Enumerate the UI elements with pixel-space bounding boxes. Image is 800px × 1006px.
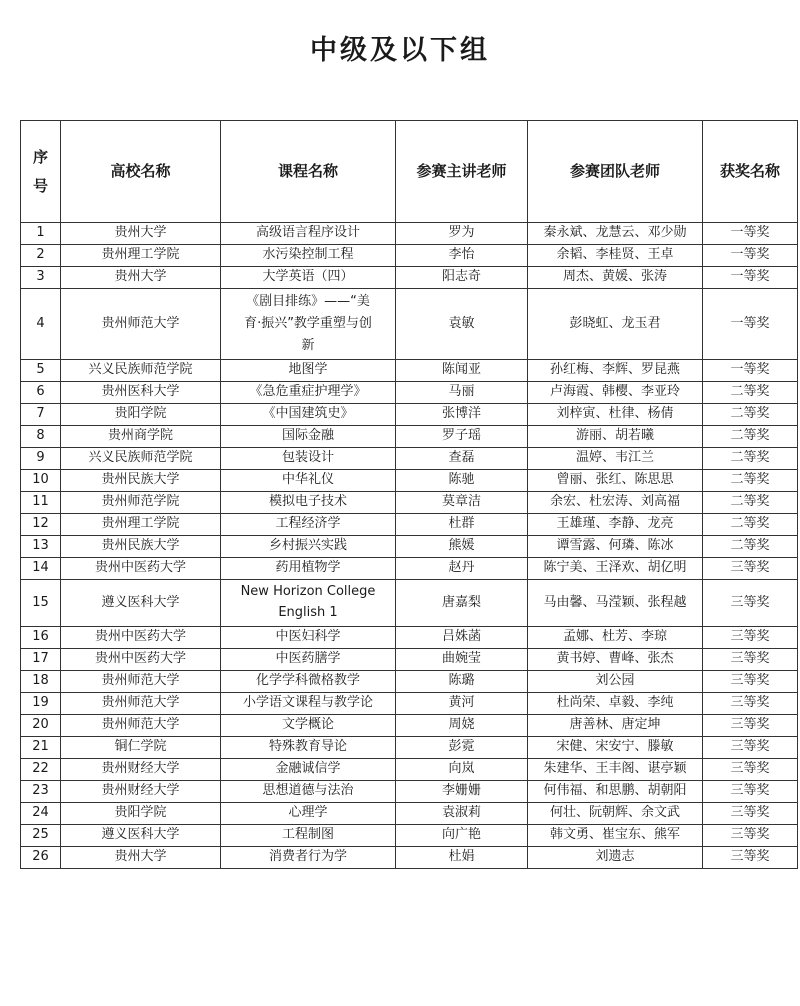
cell-lead-teacher: 陈驰 <box>396 470 528 492</box>
cell-no: 15 <box>21 580 61 627</box>
cell-no: 13 <box>21 536 61 558</box>
cell-lead-teacher: 莫章洁 <box>396 492 528 514</box>
cell-no: 12 <box>21 514 61 536</box>
cell-course: 包装设计 <box>221 448 396 470</box>
cell-lead-teacher: 李姗姗 <box>396 781 528 803</box>
table-row <box>21 781 798 803</box>
cell-team-teachers: 马由馨、马滢颖、张程越 <box>528 580 703 627</box>
cell-no: 22 <box>21 759 61 781</box>
table-row <box>21 825 798 847</box>
cell-team-teachers: 游丽、胡若曦 <box>528 426 703 448</box>
cell-no: 8 <box>21 426 61 448</box>
table-row <box>21 803 798 825</box>
cell-team-teachers: 刘梓寅、杜律、杨倩 <box>528 404 703 426</box>
cell-award: 二等奖 <box>703 404 798 426</box>
cell-school: 贵州大学 <box>61 847 221 869</box>
cell-course: 药用植物学 <box>221 558 396 580</box>
cell-team-teachers: 余韬、李桂贤、王卓 <box>528 245 703 267</box>
cell-team-teachers: 何壮、阮朝辉、余文武 <box>528 803 703 825</box>
cell-no: 3 <box>21 267 61 289</box>
course-line: 育·振兴”教学重塑与创 <box>244 315 372 331</box>
cell-no: 14 <box>21 558 61 580</box>
table-row <box>21 558 798 580</box>
table-row <box>21 627 798 649</box>
cell-lead-teacher: 张博洋 <box>396 404 528 426</box>
cell-team-teachers: 刘遗志 <box>528 847 703 869</box>
cell-lead-teacher: 吕姝菡 <box>396 627 528 649</box>
cell-school: 贵州大学 <box>61 267 221 289</box>
table-row <box>21 580 798 627</box>
course-line: 《剧目排练》——“美 <box>246 293 370 309</box>
cell-team-teachers: 韩文勇、崔宝东、熊军 <box>528 825 703 847</box>
table-row <box>21 404 798 426</box>
cell-team-teachers: 谭雪露、何璘、陈冰 <box>528 536 703 558</box>
page-title: 中级及以下组 <box>310 35 490 66</box>
cell-award: 三等奖 <box>703 671 798 693</box>
cell-lead-teacher: 向岚 <box>396 759 528 781</box>
cell-no: 20 <box>21 715 61 737</box>
cell-course: 工程制图 <box>221 825 396 847</box>
cell-award: 二等奖 <box>703 426 798 448</box>
cell-team-teachers: 周杰、黄媛、张涛 <box>528 267 703 289</box>
cell-lead-teacher: 罗为 <box>396 223 528 245</box>
cell-award: 三等奖 <box>703 759 798 781</box>
cell-team-teachers: 卢海霞、韩樱、李亚玲 <box>528 382 703 404</box>
cell-lead-teacher: 曲婉莹 <box>396 649 528 671</box>
cell-lead-teacher: 袁淑莉 <box>396 803 528 825</box>
cell-course: 地图学 <box>221 360 396 382</box>
cell-course: 特殊教育导论 <box>221 737 396 759</box>
cell-team-teachers: 陈宁美、王泽欢、胡亿明 <box>528 558 703 580</box>
cell-award: 三等奖 <box>703 627 798 649</box>
cell-school: 贵州中医药大学 <box>61 627 221 649</box>
cell-course: 国际金融 <box>221 426 396 448</box>
cell-no: 26 <box>21 847 61 869</box>
table-row <box>21 671 798 693</box>
cell-school: 贵阳学院 <box>61 404 221 426</box>
cell-award: 三等奖 <box>703 715 798 737</box>
course-line: 新 <box>301 338 315 354</box>
cell-course: 高级语言程序设计 <box>221 223 396 245</box>
cell-no: 5 <box>21 360 61 382</box>
cell-no: 23 <box>21 781 61 803</box>
cell-school: 贵州理工学院 <box>61 514 221 536</box>
cell-award: 三等奖 <box>703 781 798 803</box>
cell-no: 9 <box>21 448 61 470</box>
cell-school: 贵州大学 <box>61 223 221 245</box>
table-row <box>21 382 798 404</box>
cell-award: 三等奖 <box>703 580 798 627</box>
cell-award: 二等奖 <box>703 492 798 514</box>
cell-no: 10 <box>21 470 61 492</box>
table-row <box>21 448 798 470</box>
cell-award: 二等奖 <box>703 448 798 470</box>
cell-school: 贵州理工学院 <box>61 245 221 267</box>
table-row <box>21 289 798 360</box>
cell-team-teachers: 孙红梅、李辉、罗昆燕 <box>528 360 703 382</box>
cell-course: 金融诚信学 <box>221 759 396 781</box>
cell-lead-teacher: 黄河 <box>396 693 528 715</box>
cell-no: 25 <box>21 825 61 847</box>
cell-team-teachers: 宋健、宋安宁、滕敏 <box>528 737 703 759</box>
course-line: English 1 <box>278 605 338 620</box>
header-row <box>21 121 798 223</box>
cell-team-teachers: 秦永斌、龙慧云、邓少勋 <box>528 223 703 245</box>
cell-award: 一等奖 <box>703 223 798 245</box>
cell-award: 二等奖 <box>703 514 798 536</box>
cell-no: 21 <box>21 737 61 759</box>
header-course: 课程名称 <box>221 121 396 223</box>
table-row <box>21 693 798 715</box>
cell-lead-teacher: 陈璐 <box>396 671 528 693</box>
header-award: 获奖名称 <box>703 121 798 223</box>
table-row <box>21 492 798 514</box>
header-lead-teacher: 参赛主讲老师 <box>396 121 528 223</box>
cell-lead-teacher: 周娆 <box>396 715 528 737</box>
cell-school: 贵州师范学院 <box>61 492 221 514</box>
cell-course: 心理学 <box>221 803 396 825</box>
cell-team-teachers: 彭晓虹、龙玉君 <box>528 289 703 360</box>
cell-school: 贵州财经大学 <box>61 759 221 781</box>
cell-school: 贵州师范大学 <box>61 671 221 693</box>
cell-lead-teacher: 罗子瑶 <box>396 426 528 448</box>
table-row <box>21 267 798 289</box>
cell-team-teachers: 杜尚荣、卓毅、李纯 <box>528 693 703 715</box>
cell-no: 2 <box>21 245 61 267</box>
table-row <box>21 470 798 492</box>
cell-award: 三等奖 <box>703 803 798 825</box>
cell-lead-teacher: 赵丹 <box>396 558 528 580</box>
course-line: New Horizon College <box>240 584 376 600</box>
cell-no: 16 <box>21 627 61 649</box>
table-row <box>21 223 798 245</box>
cell-course: 思想道德与法治 <box>221 781 396 803</box>
cell-lead-teacher: 彭霓 <box>396 737 528 759</box>
cell-no: 6 <box>21 382 61 404</box>
cell-course: 《急危重症护理学》 <box>221 382 396 404</box>
cell-course: 中医妇科学 <box>221 627 396 649</box>
cell-school: 遵义医科大学 <box>61 580 221 627</box>
cell-team-teachers: 朱建华、王丰阁、谌亭颖 <box>528 759 703 781</box>
table-row <box>21 245 798 267</box>
cell-school: 遵义医科大学 <box>61 825 221 847</box>
cell-award: 一等奖 <box>703 360 798 382</box>
cell-school: 贵州财经大学 <box>61 781 221 803</box>
cell-team-teachers: 唐善林、唐定坤 <box>528 715 703 737</box>
cell-no: 7 <box>21 404 61 426</box>
cell-award: 二等奖 <box>703 470 798 492</box>
cell-award: 三等奖 <box>703 847 798 869</box>
cell-award: 二等奖 <box>703 382 798 404</box>
cell-lead-teacher: 向广艳 <box>396 825 528 847</box>
cell-award: 一等奖 <box>703 245 798 267</box>
cell-school: 铜仁学院 <box>61 737 221 759</box>
cell-lead-teacher: 马丽 <box>396 382 528 404</box>
cell-lead-teacher: 杜群 <box>396 514 528 536</box>
cell-course: 乡村振兴实践 <box>221 536 396 558</box>
cell-course <box>221 289 396 360</box>
cell-school: 贵州民族大学 <box>61 536 221 558</box>
cell-course: 《中国建筑史》 <box>221 404 396 426</box>
cell-lead-teacher: 查磊 <box>396 448 528 470</box>
header-school: 高校名称 <box>61 121 221 223</box>
cell-team-teachers: 余宏、杜宏涛、刘高福 <box>528 492 703 514</box>
cell-course: 化学学科微格教学 <box>221 671 396 693</box>
cell-team-teachers: 黄书婷、曹峰、张杰 <box>528 649 703 671</box>
cell-lead-teacher: 唐嘉梨 <box>396 580 528 627</box>
cell-team-teachers: 王雄瑾、李静、龙亮 <box>528 514 703 536</box>
cell-course: 小学语文课程与教学论 <box>221 693 396 715</box>
cell-course: 水污染控制工程 <box>221 245 396 267</box>
cell-team-teachers: 温婷、韦江兰 <box>528 448 703 470</box>
cell-lead-teacher: 李怡 <box>396 245 528 267</box>
cell-course <box>221 580 396 627</box>
cell-school: 贵州师范大学 <box>61 715 221 737</box>
cell-award: 三等奖 <box>703 558 798 580</box>
cell-lead-teacher: 杜娟 <box>396 847 528 869</box>
awards-table <box>20 120 798 869</box>
header-no: 序 号 <box>21 121 61 223</box>
cell-no: 11 <box>21 492 61 514</box>
cell-team-teachers: 何伟福、和思鹏、胡朝阳 <box>528 781 703 803</box>
cell-award: 三等奖 <box>703 649 798 671</box>
cell-no: 19 <box>21 693 61 715</box>
cell-school: 贵州中医药大学 <box>61 649 221 671</box>
cell-no: 24 <box>21 803 61 825</box>
cell-school: 贵州中医药大学 <box>61 558 221 580</box>
cell-no: 4 <box>21 289 61 360</box>
cell-award: 一等奖 <box>703 289 798 360</box>
cell-award: 三等奖 <box>703 825 798 847</box>
table-row <box>21 737 798 759</box>
cell-course: 工程经济学 <box>221 514 396 536</box>
cell-school: 兴义民族师范学院 <box>61 360 221 382</box>
cell-team-teachers: 刘公园 <box>528 671 703 693</box>
cell-school: 贵州医科大学 <box>61 382 221 404</box>
table-row <box>21 360 798 382</box>
table-row <box>21 536 798 558</box>
table-row <box>21 715 798 737</box>
cell-team-teachers: 孟娜、杜芳、李琼 <box>528 627 703 649</box>
cell-course: 消费者行为学 <box>221 847 396 869</box>
cell-school: 贵阳学院 <box>61 803 221 825</box>
cell-course: 中医药膳学 <box>221 649 396 671</box>
cell-award: 二等奖 <box>703 536 798 558</box>
cell-no: 18 <box>21 671 61 693</box>
cell-lead-teacher: 熊媛 <box>396 536 528 558</box>
table-row <box>21 759 798 781</box>
cell-award: 三等奖 <box>703 693 798 715</box>
cell-course: 文学概论 <box>221 715 396 737</box>
table-row <box>21 514 798 536</box>
cell-school: 贵州民族大学 <box>61 470 221 492</box>
cell-no: 17 <box>21 649 61 671</box>
cell-course: 模拟电子技术 <box>221 492 396 514</box>
cell-school: 贵州商学院 <box>61 426 221 448</box>
cell-lead-teacher: 阳志奇 <box>396 267 528 289</box>
cell-award: 一等奖 <box>703 267 798 289</box>
cell-school: 贵州师范大学 <box>61 693 221 715</box>
cell-team-teachers: 曾丽、张红、陈思思 <box>528 470 703 492</box>
cell-award: 三等奖 <box>703 737 798 759</box>
table-row <box>21 649 798 671</box>
table-row <box>21 426 798 448</box>
cell-lead-teacher: 袁敏 <box>396 289 528 360</box>
table-row <box>21 847 798 869</box>
cell-course: 大学英语（四） <box>221 267 396 289</box>
header-team-teachers: 参赛团队老师 <box>528 121 703 223</box>
cell-lead-teacher: 陈闻亚 <box>396 360 528 382</box>
cell-school: 兴义民族师范学院 <box>61 448 221 470</box>
cell-school: 贵州师范大学 <box>61 289 221 360</box>
cell-course: 中华礼仪 <box>221 470 396 492</box>
cell-no: 1 <box>21 223 61 245</box>
